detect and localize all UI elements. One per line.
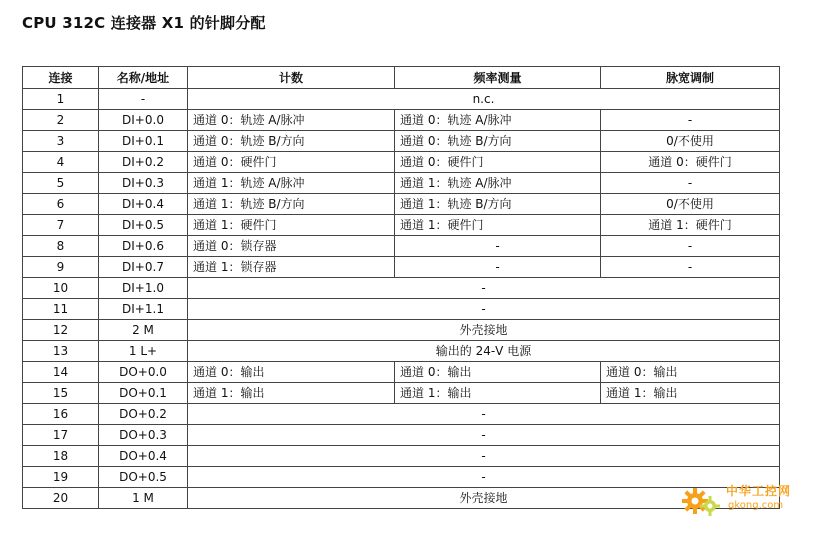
column-header-name-address: 名称/地址	[99, 67, 188, 89]
pwm-cell: 通道 1：硬件门	[601, 215, 780, 236]
column-header-frequency: 频率测量	[395, 67, 601, 89]
frequency-cell: 通道 0：轨迹 A/脉冲	[395, 110, 601, 131]
address-cell: 1 L+	[99, 341, 188, 362]
table-row	[23, 257, 780, 278]
page-title: CPU 312C 连接器 X1 的针脚分配	[22, 14, 266, 32]
pwm-cell: 0/不使用	[601, 194, 780, 215]
merged-function-cell: 输出的 24-V 电源	[188, 341, 780, 362]
pin-number-cell: 6	[23, 194, 99, 215]
table-row	[23, 488, 780, 509]
frequency-cell: 通道 1：轨迹 A/脉冲	[395, 173, 601, 194]
table-row	[23, 131, 780, 152]
pin-number-cell: 7	[23, 215, 99, 236]
pin-number-cell: 19	[23, 467, 99, 488]
address-cell: DI+0.1	[99, 131, 188, 152]
pin-number-cell: 3	[23, 131, 99, 152]
pin-number-cell: 14	[23, 362, 99, 383]
frequency-cell: -	[395, 257, 601, 278]
address-cell: DO+0.2	[99, 404, 188, 425]
address-cell: DI+0.0	[99, 110, 188, 131]
table-row	[23, 341, 780, 362]
pin-number-cell: 8	[23, 236, 99, 257]
counting-cell: 通道 1：轨迹 A/脉冲	[188, 173, 395, 194]
merged-function-cell: -	[188, 299, 780, 320]
table-row	[23, 152, 780, 173]
watermark-text: 中华工控网	[726, 484, 792, 498]
frequency-cell: 通道 0：输出	[395, 362, 601, 383]
counting-cell: 通道 0：输出	[188, 362, 395, 383]
pin-number-cell: 16	[23, 404, 99, 425]
pin-number-cell: 18	[23, 446, 99, 467]
address-cell: DI+1.0	[99, 278, 188, 299]
address-cell: DI+0.3	[99, 173, 188, 194]
merged-function-cell: 外壳接地	[188, 488, 780, 509]
pin-number-cell: 1	[23, 89, 99, 110]
counting-cell: 通道 1：轨迹 B/方向	[188, 194, 395, 215]
pin-number-cell: 9	[23, 257, 99, 278]
frequency-cell: 通道 1：硬件门	[395, 215, 601, 236]
pin-number-cell: 12	[23, 320, 99, 341]
table-row	[23, 362, 780, 383]
frequency-cell: 通道 0：轨迹 B/方向	[395, 131, 601, 152]
counting-cell: 通道 0：轨迹 A/脉冲	[188, 110, 395, 131]
pin-number-cell: 20	[23, 488, 99, 509]
pwm-cell: 通道 1：输出	[601, 383, 780, 404]
column-header-counting: 计数	[188, 67, 395, 89]
merged-function-cell: 外壳接地	[188, 320, 780, 341]
table-body	[23, 89, 780, 509]
address-cell: DI+0.4	[99, 194, 188, 215]
gear-icon	[700, 496, 720, 516]
pin-number-cell: 4	[23, 152, 99, 173]
merged-function-cell: -	[188, 446, 780, 467]
counting-cell: 通道 1：硬件门	[188, 215, 395, 236]
table-row	[23, 404, 780, 425]
pin-number-cell: 15	[23, 383, 99, 404]
table-row	[23, 446, 780, 467]
pwm-cell: -	[601, 236, 780, 257]
table-row	[23, 110, 780, 131]
pin-number-cell: 5	[23, 173, 99, 194]
table-row	[23, 278, 780, 299]
pwm-cell: 通道 0：硬件门	[601, 152, 780, 173]
pwm-cell: 0/不使用	[601, 131, 780, 152]
frequency-cell: -	[395, 236, 601, 257]
pwm-cell: -	[601, 173, 780, 194]
address-cell: DO+0.3	[99, 425, 188, 446]
frequency-cell: 通道 0：硬件门	[395, 152, 601, 173]
counting-cell: 通道 0：轨迹 B/方向	[188, 131, 395, 152]
address-cell: DO+0.5	[99, 467, 188, 488]
column-header-connection: 连接	[23, 67, 99, 89]
table-row	[23, 89, 780, 110]
address-cell: 1 M	[99, 488, 188, 509]
pwm-cell: -	[601, 257, 780, 278]
counting-cell: 通道 1：锁存器	[188, 257, 395, 278]
table-row	[23, 173, 780, 194]
address-cell: DI+0.6	[99, 236, 188, 257]
table-row	[23, 194, 780, 215]
frequency-cell: 通道 1：轨迹 B/方向	[395, 194, 601, 215]
address-cell: -	[99, 89, 188, 110]
table-row	[23, 383, 780, 404]
pin-number-cell: 2	[23, 110, 99, 131]
pin-number-cell: 11	[23, 299, 99, 320]
table-row	[23, 320, 780, 341]
watermark-url: gkong.com	[728, 500, 784, 511]
table-row	[23, 425, 780, 446]
pin-assignment-table	[22, 66, 780, 509]
table-row	[23, 236, 780, 257]
counting-cell: 通道 0：硬件门	[188, 152, 395, 173]
address-cell: DI+1.1	[99, 299, 188, 320]
address-cell: DO+0.4	[99, 446, 188, 467]
frequency-cell: 通道 1：输出	[395, 383, 601, 404]
column-header-pwm: 脉宽调制	[601, 67, 780, 89]
pin-number-cell: 13	[23, 341, 99, 362]
table-row	[23, 299, 780, 320]
address-cell: DI+0.2	[99, 152, 188, 173]
pwm-cell: 通道 0：输出	[601, 362, 780, 383]
merged-function-cell: -	[188, 278, 780, 299]
counting-cell: 通道 1：输出	[188, 383, 395, 404]
merged-function-cell: n.c.	[188, 89, 780, 110]
table-header-row	[23, 67, 780, 89]
address-cell: DI+0.7	[99, 257, 188, 278]
merged-function-cell: -	[188, 467, 780, 488]
merged-function-cell: -	[188, 404, 780, 425]
address-cell: DO+0.1	[99, 383, 188, 404]
watermark-logo	[680, 482, 800, 526]
address-cell: DI+0.5	[99, 215, 188, 236]
pin-number-cell: 10	[23, 278, 99, 299]
table-row	[23, 467, 780, 488]
address-cell: DO+0.0	[99, 362, 188, 383]
pin-number-cell: 17	[23, 425, 99, 446]
table-row	[23, 215, 780, 236]
pwm-cell: -	[601, 110, 780, 131]
counting-cell: 通道 0：锁存器	[188, 236, 395, 257]
address-cell: 2 M	[99, 320, 188, 341]
merged-function-cell: -	[188, 425, 780, 446]
